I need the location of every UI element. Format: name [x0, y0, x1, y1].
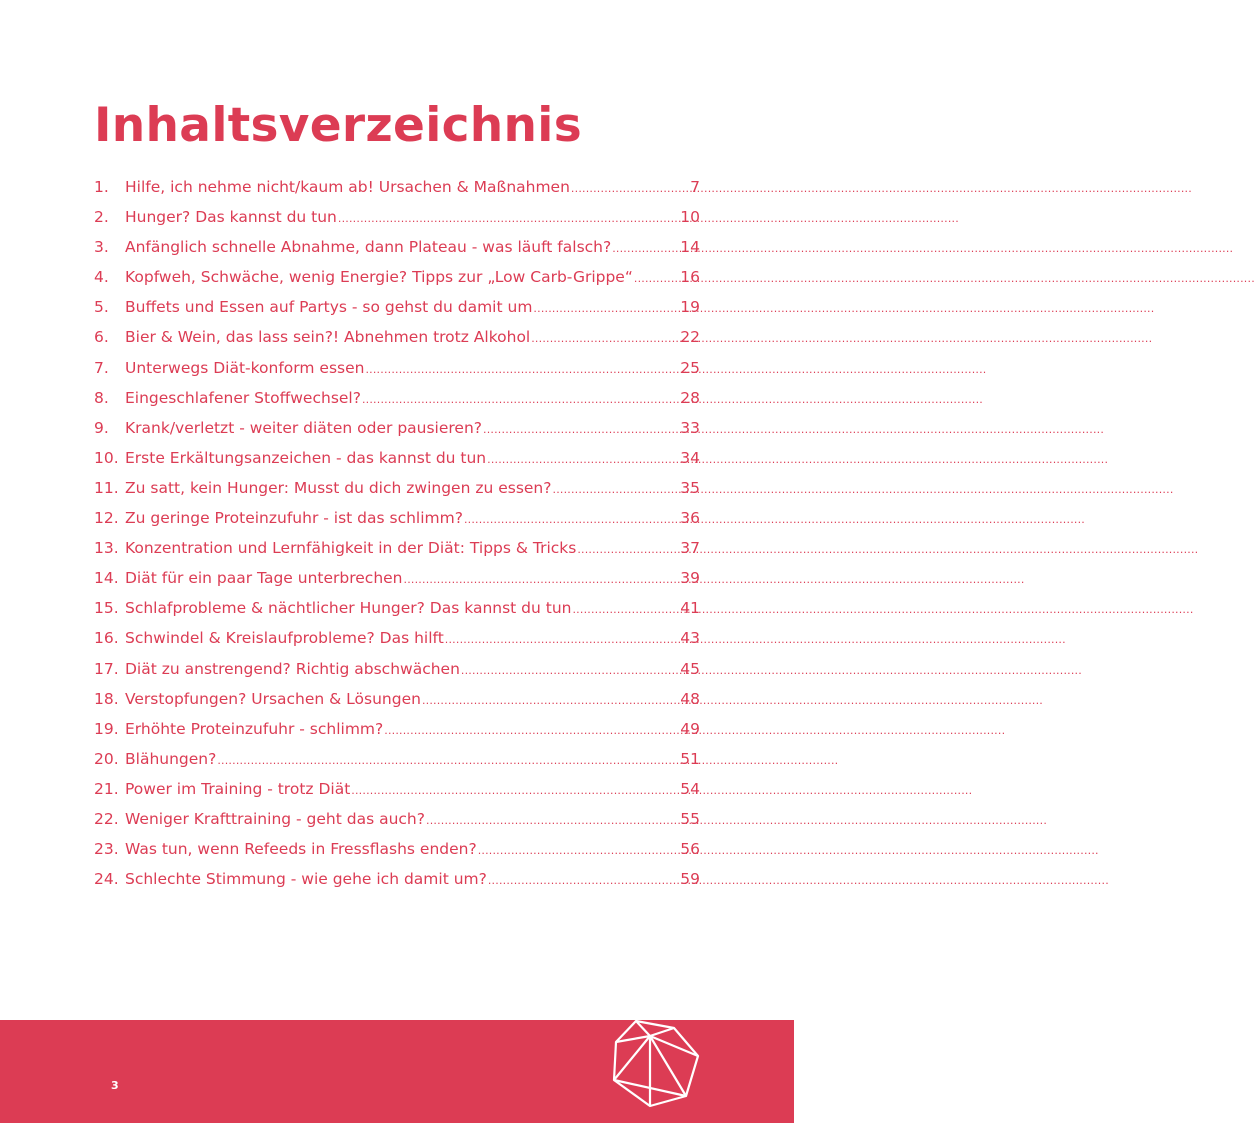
toc-entry-page: 35: [680, 478, 700, 497]
toc-entry-title: Erste Erkältungsanzeichen - das kannst du tun: [125, 448, 487, 467]
toc-entry-page: 54: [680, 779, 700, 798]
toc-dot-leader: [634, 262, 679, 294]
toc-entry-number: 12.: [94, 509, 119, 528]
toc-entry-number: 1.: [94, 178, 109, 196]
toc-entry[interactable]: [94, 714, 700, 744]
toc-dot-leader: [572, 593, 679, 625]
toc-entry-title: Weniger Krafttraining - geht das auch?: [125, 809, 425, 828]
toc-entry[interactable]: [94, 503, 700, 533]
toc-entry-number: 10.: [94, 448, 119, 467]
toc-dot-leader: [483, 413, 679, 445]
toc-entry-number: 9.: [94, 418, 109, 437]
table-of-contents: [94, 172, 700, 894]
toc-entry-number: 23.: [94, 840, 119, 859]
toc-entry[interactable]: [94, 623, 700, 653]
page-number: 3: [111, 1079, 119, 1092]
toc-dot-leader: [553, 473, 680, 505]
toc-entry-number: 7.: [94, 358, 109, 377]
toc-entry-title: Kopfweh, Schwäche, wenig Energie? Tipps zur „Low Carb-Grippe“: [125, 268, 633, 287]
toc-entry-title: Hunger? Das kannst du tun: [125, 208, 337, 227]
toc-dot-leader: [464, 503, 679, 535]
toc-entry[interactable]: [94, 834, 700, 864]
toc-dot-leader: [612, 232, 679, 264]
toc-dot-leader: [461, 654, 679, 686]
toc-entry-title: Power im Training - trotz Diät: [125, 779, 351, 798]
toc-entry-page: 39: [680, 569, 700, 588]
toc-entry[interactable]: [94, 383, 700, 413]
toc-entry[interactable]: [94, 262, 700, 292]
toc-entry[interactable]: [94, 654, 700, 684]
toc-dot-leader: [404, 563, 680, 595]
toc-entry-number: 13.: [94, 539, 119, 558]
toc-entry-number: 18.: [94, 689, 119, 708]
toc-entry-page: 41: [680, 599, 700, 618]
toc-entry-page: 7: [690, 178, 700, 196]
toc-entry-page: 49: [680, 719, 700, 738]
toc-entry-page: 25: [680, 358, 700, 377]
toc-entry-title: Zu satt, kein Hunger: Musst du dich zwingen zu essen?: [125, 478, 552, 497]
toc-entry-title: Was tun, wenn Refeeds in Fressflashs enden?: [125, 840, 477, 859]
toc-entry-title: Konzentration und Lernfähigkeit in der Diät: Tipps & Tricks: [125, 539, 577, 558]
toc-entry-page: 19: [680, 298, 700, 317]
toc-dot-leader: [571, 172, 689, 204]
toc-entry-page: 59: [680, 870, 700, 889]
toc-entry-number: 22.: [94, 809, 119, 828]
toc-entry[interactable]: [94, 172, 700, 202]
toc-entry-page: 34: [680, 448, 700, 467]
toc-entry-page: 10: [680, 208, 700, 227]
toc-entry-number: 2.: [94, 208, 109, 227]
toc-entry[interactable]: [94, 473, 700, 503]
toc-entry-number: 15.: [94, 599, 119, 618]
toc-entry[interactable]: [94, 684, 700, 714]
toc-entry-number: 20.: [94, 749, 119, 768]
toc-entry[interactable]: [94, 533, 700, 563]
toc-entry-title: Blähungen?: [125, 749, 217, 768]
toc-entry[interactable]: [94, 443, 700, 473]
toc-entry-title: Krank/verletzt - weiter diäten oder pausieren?: [125, 418, 483, 437]
toc-entry-number: 14.: [94, 569, 119, 588]
toc-entry-title: Schwindel & Kreislaufprobleme? Das hilft: [125, 629, 444, 648]
toc-dot-leader: [351, 774, 679, 806]
toc-entry[interactable]: [94, 353, 700, 383]
toc-entry-number: 11.: [94, 478, 119, 497]
toc-entry[interactable]: [94, 202, 700, 232]
toc-entry-title: Diät zu anstrengend? Richtig abschwächen: [125, 659, 460, 678]
toc-dot-leader: [362, 383, 679, 415]
toc-dot-leader: [422, 684, 679, 716]
toc-entry-title: Schlafprobleme & nächtlicher Hunger? Das kannst du tun: [125, 599, 572, 618]
page-title: Inhaltsverzeichnis: [94, 98, 582, 153]
toc-dot-leader: [445, 623, 679, 655]
toc-entry-page: 37: [680, 539, 700, 558]
toc-entry-page: 56: [680, 840, 700, 859]
toc-entry[interactable]: [94, 593, 700, 623]
toc-dot-leader: [217, 744, 679, 776]
toc-entry-title: Buffets und Essen auf Partys - so gehst du damit um: [125, 298, 533, 317]
toc-entry-number: 24.: [94, 870, 119, 889]
toc-dot-leader: [487, 443, 679, 475]
toc-entry-title: Verstopfungen? Ursachen & Lösungen: [125, 689, 421, 708]
toc-dot-leader: [478, 834, 680, 866]
toc-entry[interactable]: [94, 232, 700, 262]
toc-entry[interactable]: [94, 864, 700, 894]
toc-entry-number: 8.: [94, 388, 109, 407]
toc-dot-leader: [338, 202, 679, 234]
toc-entry-number: 21.: [94, 779, 119, 798]
toc-entry-number: 3.: [94, 238, 109, 257]
polyhedron-outline-icon: [606, 1018, 702, 1108]
toc-entry[interactable]: [94, 292, 700, 322]
toc-entry[interactable]: [94, 563, 700, 593]
toc-entry[interactable]: [94, 744, 700, 774]
toc-entry-title: Unterwegs Diät-konform essen: [125, 358, 365, 377]
toc-entry[interactable]: [94, 804, 700, 834]
toc-entry-page: 51: [680, 749, 700, 768]
toc-entry-title: Hilfe, ich nehme nicht/kaum ab! Ursachen & Maßnahmen: [125, 178, 570, 196]
toc-entry-page: 55: [680, 809, 700, 828]
toc-entry-number: 4.: [94, 268, 109, 287]
toc-dot-leader: [426, 804, 679, 836]
toc-entry[interactable]: [94, 413, 700, 443]
toc-entry-title: Diät für ein paar Tage unterbrechen: [125, 569, 403, 588]
toc-entry-number: 6.: [94, 328, 109, 347]
toc-entry-page: 33: [680, 418, 700, 437]
toc-entry-page: 36: [680, 509, 700, 528]
toc-dot-leader: [533, 292, 679, 324]
toc-entry-number: 19.: [94, 719, 119, 738]
toc-entry-page: 45: [680, 659, 700, 678]
toc-dot-leader: [384, 714, 679, 746]
toc-entry-title: Erhöhte Proteinzufuhr - schlimm?: [125, 719, 384, 738]
toc-entry-page: 43: [680, 629, 700, 648]
toc-entry-title: Eingeschlafener Stoffwechsel?: [125, 388, 361, 407]
toc-dot-leader: [577, 533, 679, 565]
toc-entry-page: 14: [680, 238, 700, 257]
toc-entry-title: Anfänglich schnelle Abnahme, dann Plateau - was läuft falsch?: [125, 238, 612, 257]
toc-entry[interactable]: [94, 774, 700, 804]
toc-dot-leader: [488, 864, 679, 896]
toc-entry-page: 28: [680, 388, 700, 407]
toc-entry-title: Zu geringe Proteinzufuhr - ist das schlimm?: [125, 509, 463, 528]
toc-entry-page: 22: [680, 328, 700, 347]
toc-entry-page: 16: [680, 268, 700, 287]
toc-entry-title: Bier & Wein, das lass sein?! Abnehmen trotz Alkohol: [125, 328, 531, 347]
toc-entry-number: 5.: [94, 298, 109, 317]
toc-entry-page: 48: [680, 689, 700, 708]
toc-entry[interactable]: [94, 322, 700, 352]
toc-dot-leader: [365, 353, 679, 385]
toc-entry-number: 17.: [94, 659, 119, 678]
toc-dot-leader: [531, 322, 679, 354]
toc-entry-title: Schlechte Stimmung - wie gehe ich damit um?: [125, 870, 487, 889]
toc-entry-number: 16.: [94, 629, 119, 648]
